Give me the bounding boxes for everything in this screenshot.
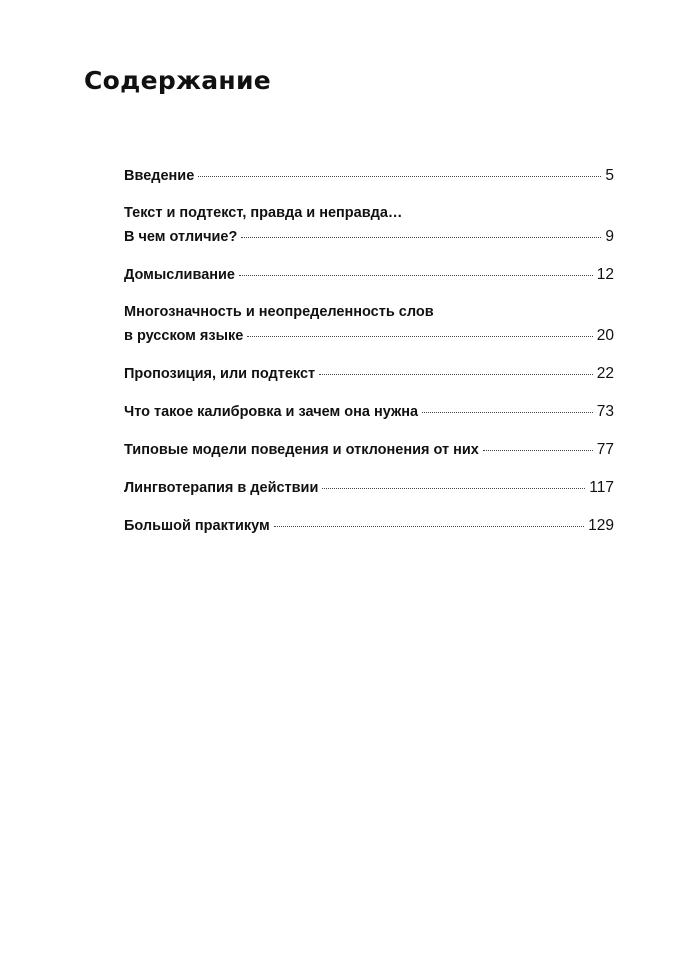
toc-entry[interactable] [124,164,614,188]
toc-entry[interactable] [124,202,614,249]
toc-entry-title: Большой практикум [124,518,270,534]
toc-entry-title-line1: Текст и подтекст, правда и неправда… [124,205,403,221]
dot-leader [322,488,585,489]
toc-page-number: 77 [596,441,614,458]
toc-entry-row [124,263,614,287]
dot-leader [422,412,593,413]
toc-entry-row [124,438,614,462]
toc-page-number: 20 [596,327,614,344]
toc-entry-row [124,362,614,386]
toc-page-number: 22 [596,365,614,382]
toc-page-number: 5 [605,167,614,184]
toc-page-number: 73 [596,403,614,420]
toc-entry-title: Введение [124,168,195,184]
toc-entry-title: Лингвотерапия в действии [124,480,319,496]
toc-entry-title: Что такое калибровка и зачем она нужна [124,404,419,420]
table-of-contents [124,164,614,552]
toc-entry-title: В чем отличие? [124,229,238,245]
toc-entry-row [124,476,614,500]
dot-leader [319,374,593,375]
dot-leader [483,450,593,451]
toc-page-number: 129 [588,517,614,534]
toc-entry-title-line1: Многозначность и неопределенность слов [124,304,434,320]
toc-entry-title: в русском языке [124,328,244,344]
toc-entry[interactable] [124,438,614,462]
toc-entry-row [124,225,614,249]
toc-entry-row [124,400,614,424]
toc-entry-title: Типовые модели поведения и отклонения от них [124,442,479,458]
toc-page-number: 117 [589,479,614,496]
toc-entry-row [124,514,614,538]
toc-entry-row [124,324,614,348]
dot-leader [239,275,593,276]
toc-entry-row [124,164,614,188]
toc-entry[interactable] [124,514,614,538]
toc-entry[interactable] [124,362,614,386]
toc-entry-title: Домысливание [124,267,235,283]
toc-entry-title: Пропозиция, или подтекст [124,366,316,382]
toc-page-number: 12 [596,266,614,283]
page-title: Содержание [84,66,272,95]
toc-entry[interactable] [124,301,614,348]
toc-entry[interactable] [124,400,614,424]
dot-leader [274,526,584,527]
toc-entry[interactable] [124,263,614,287]
dot-leader [247,336,592,337]
dot-leader [241,237,601,238]
toc-entry[interactable] [124,476,614,500]
dot-leader [198,176,601,177]
toc-page-number: 9 [605,228,614,245]
